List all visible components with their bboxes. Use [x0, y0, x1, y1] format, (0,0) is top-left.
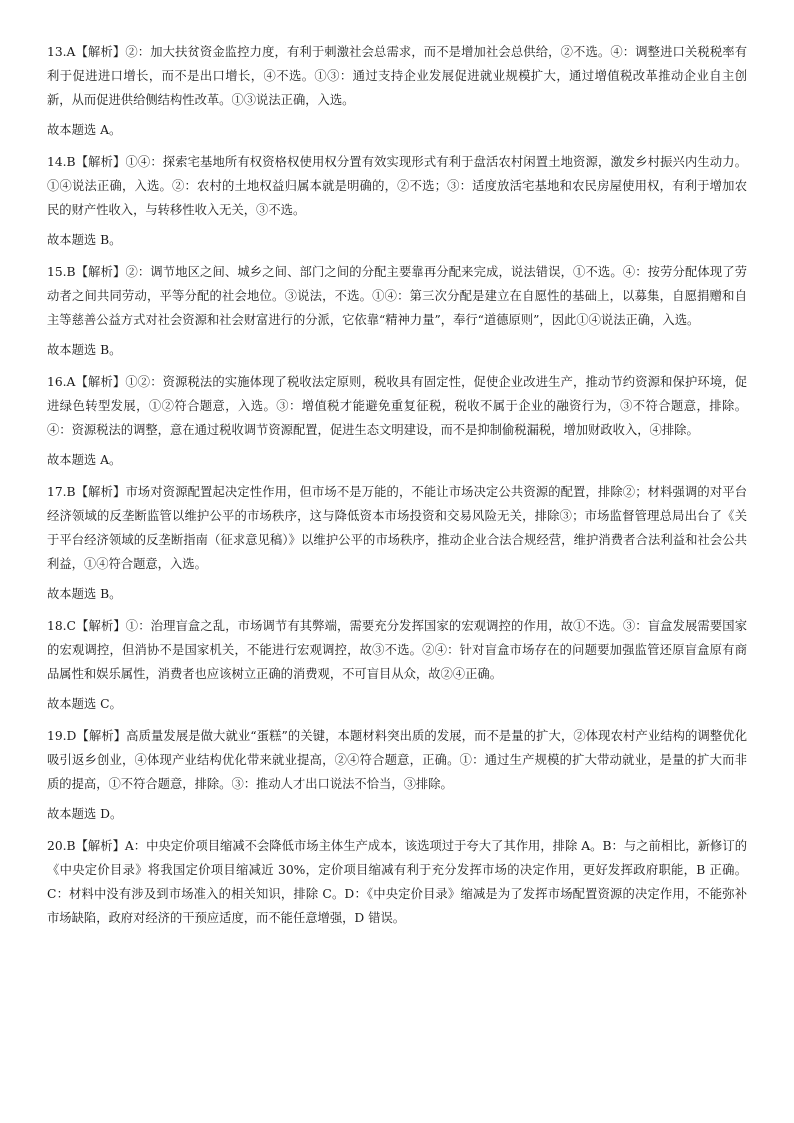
explanation-text: 20.B【解析】A：中央定价项目缩减不会降低市场主体生产成本，该选项过于夸大了其作用，排除 A。B：与之前相比，新修订的《中央定价目录》将我国定价项目缩减近 30%，定价项目缩减有利于充分发挥市场的决定作用，更好发挥政府职能，B 正确。C：材料中没有涉及到市场准入的相关知识，排除 C。D：《中央定价目录》缩减是为了发挥市场配置资源的决定作用，不能弥补市场缺陷，政府对经济的干预应适度，而不能任意增强，D 错误。 [47, 839, 747, 925]
answer-conclusion: 故本题选 B。 [47, 233, 122, 247]
answer-conclusion: 故本题选 B。 [47, 343, 122, 357]
answer-conclusion: 故本题选 B。 [47, 587, 122, 601]
explanation-text: 18.C【解析】①：治理盲盒之乱，市场调节有其弊端，需要充分发挥国家的宏观调控的作用，故①不选。③：盲盒发展需要国家的宏观调控，但消协不是国家机关，不能进行宏观调控，故③不选。②④：针对盲盒市场存在的问题要加强监管还原盲盒原有商品属性和娱乐属性，消费者也应该树立正确的消费观，不可盲目从众，故②④正确。 [47, 619, 747, 681]
explanation-item-19 [47, 724, 747, 826]
explanation-item-15 [47, 260, 747, 362]
answer-conclusion: 故本题选 C。 [47, 697, 122, 711]
explanation-text: 16.A【解析】①②：资源税法的实施体现了税收法定原则，税收具有固定性，促使企业改进生产，推动节约资源和保护环境，促进绿色转型发展，①②符合题意，入选。③：增值税才能避免重复征税，税收不属于企业的融资行为，③不符合题意，排除。④：资源税法的调整，意在通过税收调节资源配置，促进生态文明建设，而不是抑制偷税漏税，增加财政收入，④排除。 [47, 375, 747, 437]
answer-conclusion: 故本题选 A。 [47, 123, 122, 137]
explanation-text: 19.D【解析】高质量发展是做大就业“蛋糕”的关键，本题材料突出质的发展，而不是量的扩大，②体现农村产业结构的调整优化吸引返乡创业，④体现产业结构优化带来就业提高，②④符合题意，正确。①：通过生产规模的扩大带动就业，是量的扩大而非质的提高，①不符合题意，排除。③：推动人才出口说法不恰当，③排除。 [47, 729, 747, 791]
explanation-item-13 [47, 40, 747, 142]
explanation-text: 17.B【解析】市场对资源配置起决定性作用，但市场不是万能的，不能让市场决定公共资源的配置，排除②；材料强调的对平台经济领域的反垄断监管以维护公平的市场秩序，这与降低资本市场投资和交易风险无关，排除③；市场监督管理总局出台了《关于平台经济领域的反垄断指南（征求意见稿）》以维护公平的市场秩序，推动企业合法合规经营，维护消费者合法利益和社会公共利益，①④符合题意，入选。 [47, 485, 747, 571]
explanation-item-16 [47, 370, 747, 472]
explanation-item-20 [47, 834, 747, 930]
explanation-item-17 [47, 480, 747, 606]
explanation-item-14 [47, 150, 747, 252]
answer-conclusion: 故本题选 D。 [47, 807, 123, 821]
answer-explanations [47, 40, 747, 938]
answer-conclusion: 故本题选 A。 [47, 453, 122, 467]
explanation-text: 14.B【解析】①④：探索宅基地所有权资格权使用权分置有效实现形式有利于盘活农村闲置土地资源，激发乡村振兴内生动力。①④说法正确，入选。②：农村的土地权益归属本就是明确的，②不选；③：适度放活宅基地和农民房屋使用权，有利于增加农民的财产性收入，与转移性收入无关，③不选。 [47, 155, 747, 217]
explanation-text: 15.B【解析】②：调节地区之间、城乡之间、部门之间的分配主要靠再分配来完成，说法错误，①不选。④：按劳分配体现了劳动者之间共同劳动，平等分配的社会地位。③说法，不选。①④：第三次分配是建立在自愿性的基础上，以募集，自愿捐赠和自主等慈善公益方式对社会资源和社会财富进行的分派，它依靠“精神力量”，奉行“道德原则”，因此①④说法正确，入选。 [47, 265, 747, 327]
explanation-text: 13.A【解析】②：加大扶贫资金监控力度，有利于刺激社会总需求，而不是增加社会总供给，②不选。④：调整进口关税税率有利于促进进口增长，而不是出口增长，④不选。①③：通过支持企业发展促进就业规模扩大，通过增值税改革推动企业自主创新，从而促进供给侧结构性改革。①③说法正确，入选。 [47, 45, 747, 107]
explanation-item-18 [47, 614, 747, 716]
